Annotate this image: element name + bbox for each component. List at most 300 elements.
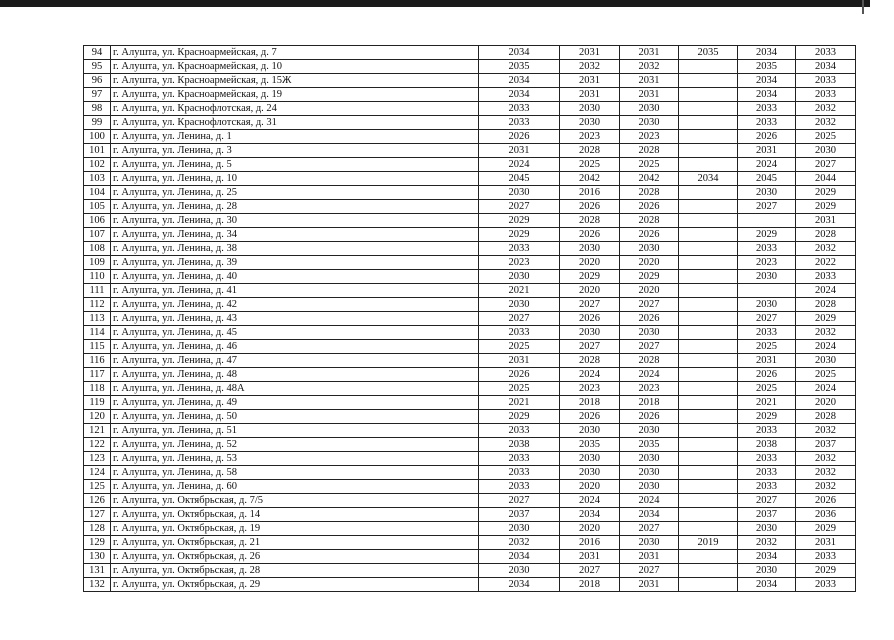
table-row xyxy=(84,130,856,144)
address-cell: г. Алушта, ул. Октябрьская, д. 26 xyxy=(111,550,479,564)
row-number: 100 xyxy=(84,130,111,144)
year-cell-4 xyxy=(679,186,738,200)
table-row xyxy=(84,186,856,200)
row-number: 97 xyxy=(84,88,111,102)
address-cell: г. Алушта, ул. Ленина, д. 28 xyxy=(111,200,479,214)
year-cell-2: 2028 xyxy=(560,144,620,158)
row-number: 119 xyxy=(84,396,111,410)
year-cell-4 xyxy=(679,508,738,522)
year-cell-3: 2020 xyxy=(620,256,679,270)
table-row xyxy=(84,564,856,578)
year-cell-4 xyxy=(679,326,738,340)
address-cell: г. Алушта, ул. Ленина, д. 48А xyxy=(111,382,479,396)
year-cell-5: 2026 xyxy=(738,368,796,382)
year-cell-6: 2033 xyxy=(796,550,856,564)
address-cell: г. Алушта, ул. Ленина, д. 51 xyxy=(111,424,479,438)
year-cell-2: 2031 xyxy=(560,74,620,88)
year-cell-4 xyxy=(679,144,738,158)
row-number: 126 xyxy=(84,494,111,508)
year-cell-3: 2029 xyxy=(620,270,679,284)
table-row xyxy=(84,312,856,326)
table-body xyxy=(84,46,856,592)
year-cell-4 xyxy=(679,410,738,424)
address-cell: г. Алушта, ул. Ленина, д. 42 xyxy=(111,298,479,312)
year-cell-4 xyxy=(679,74,738,88)
year-cell-2: 2027 xyxy=(560,564,620,578)
table-row xyxy=(84,60,856,74)
year-cell-1: 2034 xyxy=(479,550,560,564)
row-number: 103 xyxy=(84,172,111,186)
year-cell-4 xyxy=(679,130,738,144)
year-cell-5: 2034 xyxy=(738,578,796,592)
row-number: 95 xyxy=(84,60,111,74)
year-cell-3: 2035 xyxy=(620,438,679,452)
year-cell-5: 2033 xyxy=(738,452,796,466)
row-number: 123 xyxy=(84,452,111,466)
year-cell-2: 2026 xyxy=(560,312,620,326)
year-cell-2: 2030 xyxy=(560,452,620,466)
year-cell-3: 2028 xyxy=(620,186,679,200)
year-cell-1: 2034 xyxy=(479,46,560,60)
year-cell-1: 2021 xyxy=(479,284,560,298)
row-number: 127 xyxy=(84,508,111,522)
address-cell: г. Алушта, ул. Ленина, д. 41 xyxy=(111,284,479,298)
year-cell-6: 2030 xyxy=(796,144,856,158)
year-cell-1: 2045 xyxy=(479,172,560,186)
year-cell-6: 2033 xyxy=(796,46,856,60)
row-number: 115 xyxy=(84,340,111,354)
year-cell-6: 2029 xyxy=(796,522,856,536)
row-number: 113 xyxy=(84,312,111,326)
year-cell-2: 2023 xyxy=(560,382,620,396)
year-cell-6: 2033 xyxy=(796,88,856,102)
year-cell-4 xyxy=(679,256,738,270)
year-cell-2: 2034 xyxy=(560,508,620,522)
table-row xyxy=(84,298,856,312)
year-cell-1: 2034 xyxy=(479,88,560,102)
year-cell-6: 2032 xyxy=(796,242,856,256)
year-cell-6: 2044 xyxy=(796,172,856,186)
table-row xyxy=(84,228,856,242)
table-row xyxy=(84,424,856,438)
table-row xyxy=(84,256,856,270)
year-cell-6: 2026 xyxy=(796,494,856,508)
table-row xyxy=(84,522,856,536)
year-cell-2: 2030 xyxy=(560,424,620,438)
table-row xyxy=(84,508,856,522)
year-cell-2: 2027 xyxy=(560,298,620,312)
year-cell-3: 2031 xyxy=(620,578,679,592)
year-cell-6: 2030 xyxy=(796,354,856,368)
year-cell-5: 2025 xyxy=(738,340,796,354)
year-cell-1: 2027 xyxy=(479,312,560,326)
year-cell-2: 2030 xyxy=(560,116,620,130)
year-cell-4 xyxy=(679,298,738,312)
row-number: 101 xyxy=(84,144,111,158)
row-number: 111 xyxy=(84,284,111,298)
year-cell-2: 2023 xyxy=(560,130,620,144)
year-cell-5: 2030 xyxy=(738,270,796,284)
year-cell-6: 2029 xyxy=(796,186,856,200)
year-cell-5: 2029 xyxy=(738,410,796,424)
year-cell-4 xyxy=(679,466,738,480)
year-cell-1: 2033 xyxy=(479,424,560,438)
year-cell-4 xyxy=(679,382,738,396)
year-cell-2: 2030 xyxy=(560,242,620,256)
year-cell-3: 2027 xyxy=(620,564,679,578)
address-cell: г. Алушта, ул. Ленина, д. 52 xyxy=(111,438,479,452)
year-cell-3: 2026 xyxy=(620,312,679,326)
year-cell-6: 2024 xyxy=(796,340,856,354)
year-cell-1: 2038 xyxy=(479,438,560,452)
year-cell-1: 2029 xyxy=(479,228,560,242)
year-cell-3: 2023 xyxy=(620,130,679,144)
year-cell-2: 2028 xyxy=(560,214,620,228)
year-cell-2: 2031 xyxy=(560,88,620,102)
year-cell-3: 2028 xyxy=(620,354,679,368)
year-cell-2: 2024 xyxy=(560,368,620,382)
row-number: 102 xyxy=(84,158,111,172)
year-cell-5: 2030 xyxy=(738,522,796,536)
year-cell-3: 2030 xyxy=(620,452,679,466)
address-cell: г. Алушта, ул. Октябрьская, д. 21 xyxy=(111,536,479,550)
year-cell-3: 2026 xyxy=(620,410,679,424)
year-cell-1: 2030 xyxy=(479,270,560,284)
year-cell-2: 2028 xyxy=(560,354,620,368)
address-cell: г. Алушта, ул. Ленина, д. 34 xyxy=(111,228,479,242)
year-cell-1: 2032 xyxy=(479,536,560,550)
year-cell-4 xyxy=(679,284,738,298)
table-row xyxy=(84,242,856,256)
table-row xyxy=(84,214,856,228)
year-cell-2: 2025 xyxy=(560,158,620,172)
address-cell: г. Алушта, ул. Ленина, д. 47 xyxy=(111,354,479,368)
year-cell-6: 2032 xyxy=(796,116,856,130)
row-number: 94 xyxy=(84,46,111,60)
year-cell-2: 2016 xyxy=(560,536,620,550)
year-cell-1: 2023 xyxy=(479,256,560,270)
year-cell-1: 2031 xyxy=(479,144,560,158)
year-cell-3: 2026 xyxy=(620,200,679,214)
address-cell: г. Алушта, ул. Красноармейская, д. 7 xyxy=(111,46,479,60)
year-cell-4 xyxy=(679,578,738,592)
year-cell-5: 2033 xyxy=(738,242,796,256)
year-cell-6: 2032 xyxy=(796,466,856,480)
year-cell-6: 2032 xyxy=(796,452,856,466)
year-cell-6: 2022 xyxy=(796,256,856,270)
year-cell-5: 2031 xyxy=(738,144,796,158)
table-row xyxy=(84,158,856,172)
year-cell-6: 2037 xyxy=(796,438,856,452)
address-cell: г. Алушта, ул. Ленина, д. 39 xyxy=(111,256,479,270)
address-cell: г. Алушта, ул. Краснофлотская, д. 31 xyxy=(111,116,479,130)
year-cell-6: 2032 xyxy=(796,480,856,494)
year-cell-1: 2029 xyxy=(479,410,560,424)
year-cell-5: 2033 xyxy=(738,326,796,340)
year-cell-3: 2042 xyxy=(620,172,679,186)
row-number: 116 xyxy=(84,354,111,368)
year-cell-4: 2034 xyxy=(679,172,738,186)
year-cell-2: 2032 xyxy=(560,60,620,74)
year-cell-3: 2030 xyxy=(620,480,679,494)
row-number: 121 xyxy=(84,424,111,438)
year-cell-2: 2026 xyxy=(560,410,620,424)
year-cell-2: 2020 xyxy=(560,284,620,298)
year-cell-2: 2035 xyxy=(560,438,620,452)
year-cell-6: 2033 xyxy=(796,578,856,592)
row-number: 114 xyxy=(84,326,111,340)
address-cell: г. Алушта, ул. Октябрьская, д. 19 xyxy=(111,522,479,536)
year-cell-5: 2021 xyxy=(738,396,796,410)
year-cell-2: 2020 xyxy=(560,522,620,536)
address-cell: г. Алушта, ул. Красноармейская, д. 19 xyxy=(111,88,479,102)
year-cell-4: 2035 xyxy=(679,46,738,60)
table-row xyxy=(84,144,856,158)
year-cell-3: 2028 xyxy=(620,214,679,228)
row-number: 124 xyxy=(84,466,111,480)
year-cell-4 xyxy=(679,354,738,368)
address-cell: г. Алушта, ул. Ленина, д. 38 xyxy=(111,242,479,256)
year-cell-5: 2034 xyxy=(738,46,796,60)
year-cell-1: 2033 xyxy=(479,242,560,256)
year-cell-1: 2035 xyxy=(479,60,560,74)
address-cell: г. Алушта, ул. Ленина, д. 53 xyxy=(111,452,479,466)
year-cell-4 xyxy=(679,550,738,564)
year-cell-3: 2024 xyxy=(620,494,679,508)
year-cell-4 xyxy=(679,88,738,102)
address-cell: г. Алушта, ул. Красноармейская, д. 10 xyxy=(111,60,479,74)
year-cell-1: 2033 xyxy=(479,116,560,130)
year-cell-6: 2032 xyxy=(796,424,856,438)
row-number: 98 xyxy=(84,102,111,116)
year-cell-4 xyxy=(679,228,738,242)
year-cell-2: 2018 xyxy=(560,578,620,592)
year-cell-2: 2031 xyxy=(560,550,620,564)
year-cell-4 xyxy=(679,368,738,382)
housing-schedule-table xyxy=(83,45,856,592)
year-cell-1: 2024 xyxy=(479,158,560,172)
year-cell-3: 2030 xyxy=(620,424,679,438)
year-cell-4 xyxy=(679,564,738,578)
year-cell-5: 2025 xyxy=(738,382,796,396)
year-cell-1: 2025 xyxy=(479,382,560,396)
table-row xyxy=(84,88,856,102)
row-number: 132 xyxy=(84,578,111,592)
address-cell: г. Алушта, ул. Октябрьская, д. 7/5 xyxy=(111,494,479,508)
year-cell-1: 2031 xyxy=(479,354,560,368)
year-cell-5: 2026 xyxy=(738,130,796,144)
row-number: 107 xyxy=(84,228,111,242)
address-cell: г. Алушта, ул. Октябрьская, д. 14 xyxy=(111,508,479,522)
year-cell-1: 2034 xyxy=(479,578,560,592)
table-row xyxy=(84,102,856,116)
row-number: 118 xyxy=(84,382,111,396)
year-cell-3: 2018 xyxy=(620,396,679,410)
table-row xyxy=(84,200,856,214)
year-cell-3: 2030 xyxy=(620,242,679,256)
year-cell-1: 2034 xyxy=(479,74,560,88)
year-cell-4 xyxy=(679,438,738,452)
address-cell: г. Алушта, ул. Ленина, д. 25 xyxy=(111,186,479,200)
table-row xyxy=(84,410,856,424)
year-cell-1: 2037 xyxy=(479,508,560,522)
row-number: 108 xyxy=(84,242,111,256)
year-cell-2: 2030 xyxy=(560,466,620,480)
year-cell-2: 2029 xyxy=(560,270,620,284)
year-cell-1: 2030 xyxy=(479,186,560,200)
table-row xyxy=(84,46,856,60)
row-number: 106 xyxy=(84,214,111,228)
year-cell-5 xyxy=(738,284,796,298)
year-cell-4 xyxy=(679,522,738,536)
table-row xyxy=(84,354,856,368)
year-cell-4 xyxy=(679,214,738,228)
year-cell-3: 2020 xyxy=(620,284,679,298)
table-row xyxy=(84,270,856,284)
year-cell-2: 2016 xyxy=(560,186,620,200)
table-row xyxy=(84,284,856,298)
year-cell-1: 2033 xyxy=(479,326,560,340)
table-row xyxy=(84,466,856,480)
year-cell-4 xyxy=(679,424,738,438)
row-number: 112 xyxy=(84,298,111,312)
year-cell-1: 2026 xyxy=(479,130,560,144)
scan-border-top xyxy=(0,0,870,7)
table-row xyxy=(84,550,856,564)
row-number: 105 xyxy=(84,200,111,214)
year-cell-6: 2034 xyxy=(796,60,856,74)
year-cell-6: 2024 xyxy=(796,382,856,396)
year-cell-4 xyxy=(679,340,738,354)
year-cell-4 xyxy=(679,480,738,494)
year-cell-1: 2026 xyxy=(479,368,560,382)
year-cell-6: 2032 xyxy=(796,326,856,340)
year-cell-4 xyxy=(679,242,738,256)
year-cell-4 xyxy=(679,200,738,214)
year-cell-5 xyxy=(738,214,796,228)
year-cell-1: 2027 xyxy=(479,494,560,508)
row-number: 131 xyxy=(84,564,111,578)
address-cell: г. Алушта, ул. Ленина, д. 58 xyxy=(111,466,479,480)
year-cell-3: 2027 xyxy=(620,340,679,354)
year-cell-2: 2030 xyxy=(560,326,620,340)
table-row xyxy=(84,396,856,410)
year-cell-2: 2024 xyxy=(560,494,620,508)
year-cell-3: 2027 xyxy=(620,298,679,312)
year-cell-5: 2034 xyxy=(738,550,796,564)
year-cell-6: 2029 xyxy=(796,312,856,326)
year-cell-3: 2031 xyxy=(620,46,679,60)
address-cell: г. Алушта, ул. Ленина, д. 48 xyxy=(111,368,479,382)
table-row xyxy=(84,368,856,382)
year-cell-6: 2028 xyxy=(796,410,856,424)
year-cell-5: 2034 xyxy=(738,88,796,102)
year-cell-5: 2033 xyxy=(738,102,796,116)
year-cell-3: 2023 xyxy=(620,382,679,396)
year-cell-6: 2028 xyxy=(796,298,856,312)
year-cell-2: 2020 xyxy=(560,480,620,494)
table-row xyxy=(84,382,856,396)
table-row xyxy=(84,340,856,354)
row-number: 120 xyxy=(84,410,111,424)
table-row xyxy=(84,438,856,452)
table-row xyxy=(84,452,856,466)
year-cell-3: 2031 xyxy=(620,88,679,102)
year-cell-6: 2024 xyxy=(796,284,856,298)
year-cell-6: 2029 xyxy=(796,200,856,214)
table-row xyxy=(84,74,856,88)
year-cell-6: 2032 xyxy=(796,102,856,116)
year-cell-6: 2033 xyxy=(796,270,856,284)
year-cell-6: 2028 xyxy=(796,228,856,242)
table-row xyxy=(84,536,856,550)
year-cell-2: 2018 xyxy=(560,396,620,410)
row-number: 128 xyxy=(84,522,111,536)
year-cell-3: 2025 xyxy=(620,158,679,172)
year-cell-3: 2026 xyxy=(620,228,679,242)
year-cell-6: 2029 xyxy=(796,564,856,578)
year-cell-5: 2031 xyxy=(738,354,796,368)
year-cell-6: 2025 xyxy=(796,368,856,382)
year-cell-4 xyxy=(679,312,738,326)
year-cell-3: 2024 xyxy=(620,368,679,382)
year-cell-4 xyxy=(679,158,738,172)
year-cell-3: 2027 xyxy=(620,522,679,536)
year-cell-3: 2030 xyxy=(620,102,679,116)
year-cell-1: 2033 xyxy=(479,452,560,466)
address-cell: г. Алушта, ул. Ленина, д. 1 xyxy=(111,130,479,144)
year-cell-2: 2020 xyxy=(560,256,620,270)
year-cell-5: 2024 xyxy=(738,158,796,172)
row-number: 122 xyxy=(84,438,111,452)
table-row xyxy=(84,326,856,340)
address-cell: г. Алушта, ул. Ленина, д. 3 xyxy=(111,144,479,158)
year-cell-3: 2030 xyxy=(620,326,679,340)
year-cell-4 xyxy=(679,270,738,284)
year-cell-2: 2026 xyxy=(560,228,620,242)
row-number: 99 xyxy=(84,116,111,130)
address-cell: г. Алушта, ул. Октябрьская, д. 28 xyxy=(111,564,479,578)
year-cell-5: 2023 xyxy=(738,256,796,270)
year-cell-2: 2031 xyxy=(560,46,620,60)
address-cell: г. Алушта, ул. Ленина, д. 5 xyxy=(111,158,479,172)
year-cell-5: 2033 xyxy=(738,424,796,438)
year-cell-1: 2033 xyxy=(479,480,560,494)
year-cell-5: 2033 xyxy=(738,466,796,480)
table-row xyxy=(84,116,856,130)
address-cell: г. Алушта, ул. Ленина, д. 50 xyxy=(111,410,479,424)
year-cell-5: 2045 xyxy=(738,172,796,186)
row-number: 125 xyxy=(84,480,111,494)
year-cell-5: 2030 xyxy=(738,564,796,578)
year-cell-5: 2034 xyxy=(738,74,796,88)
address-cell: г. Алушта, ул. Ленина, д. 40 xyxy=(111,270,479,284)
address-cell: г. Алушта, ул. Ленина, д. 10 xyxy=(111,172,479,186)
year-cell-1: 2033 xyxy=(479,466,560,480)
year-cell-5: 2035 xyxy=(738,60,796,74)
year-cell-6: 2025 xyxy=(796,130,856,144)
address-cell: г. Алушта, ул. Ленина, д. 30 xyxy=(111,214,479,228)
year-cell-3: 2032 xyxy=(620,60,679,74)
year-cell-5: 2027 xyxy=(738,312,796,326)
year-cell-3: 2028 xyxy=(620,144,679,158)
table-row xyxy=(84,494,856,508)
address-cell: г. Алушта, ул. Ленина, д. 60 xyxy=(111,480,479,494)
year-cell-1: 2029 xyxy=(479,214,560,228)
year-cell-3: 2034 xyxy=(620,508,679,522)
row-number: 96 xyxy=(84,74,111,88)
year-cell-6: 2036 xyxy=(796,508,856,522)
